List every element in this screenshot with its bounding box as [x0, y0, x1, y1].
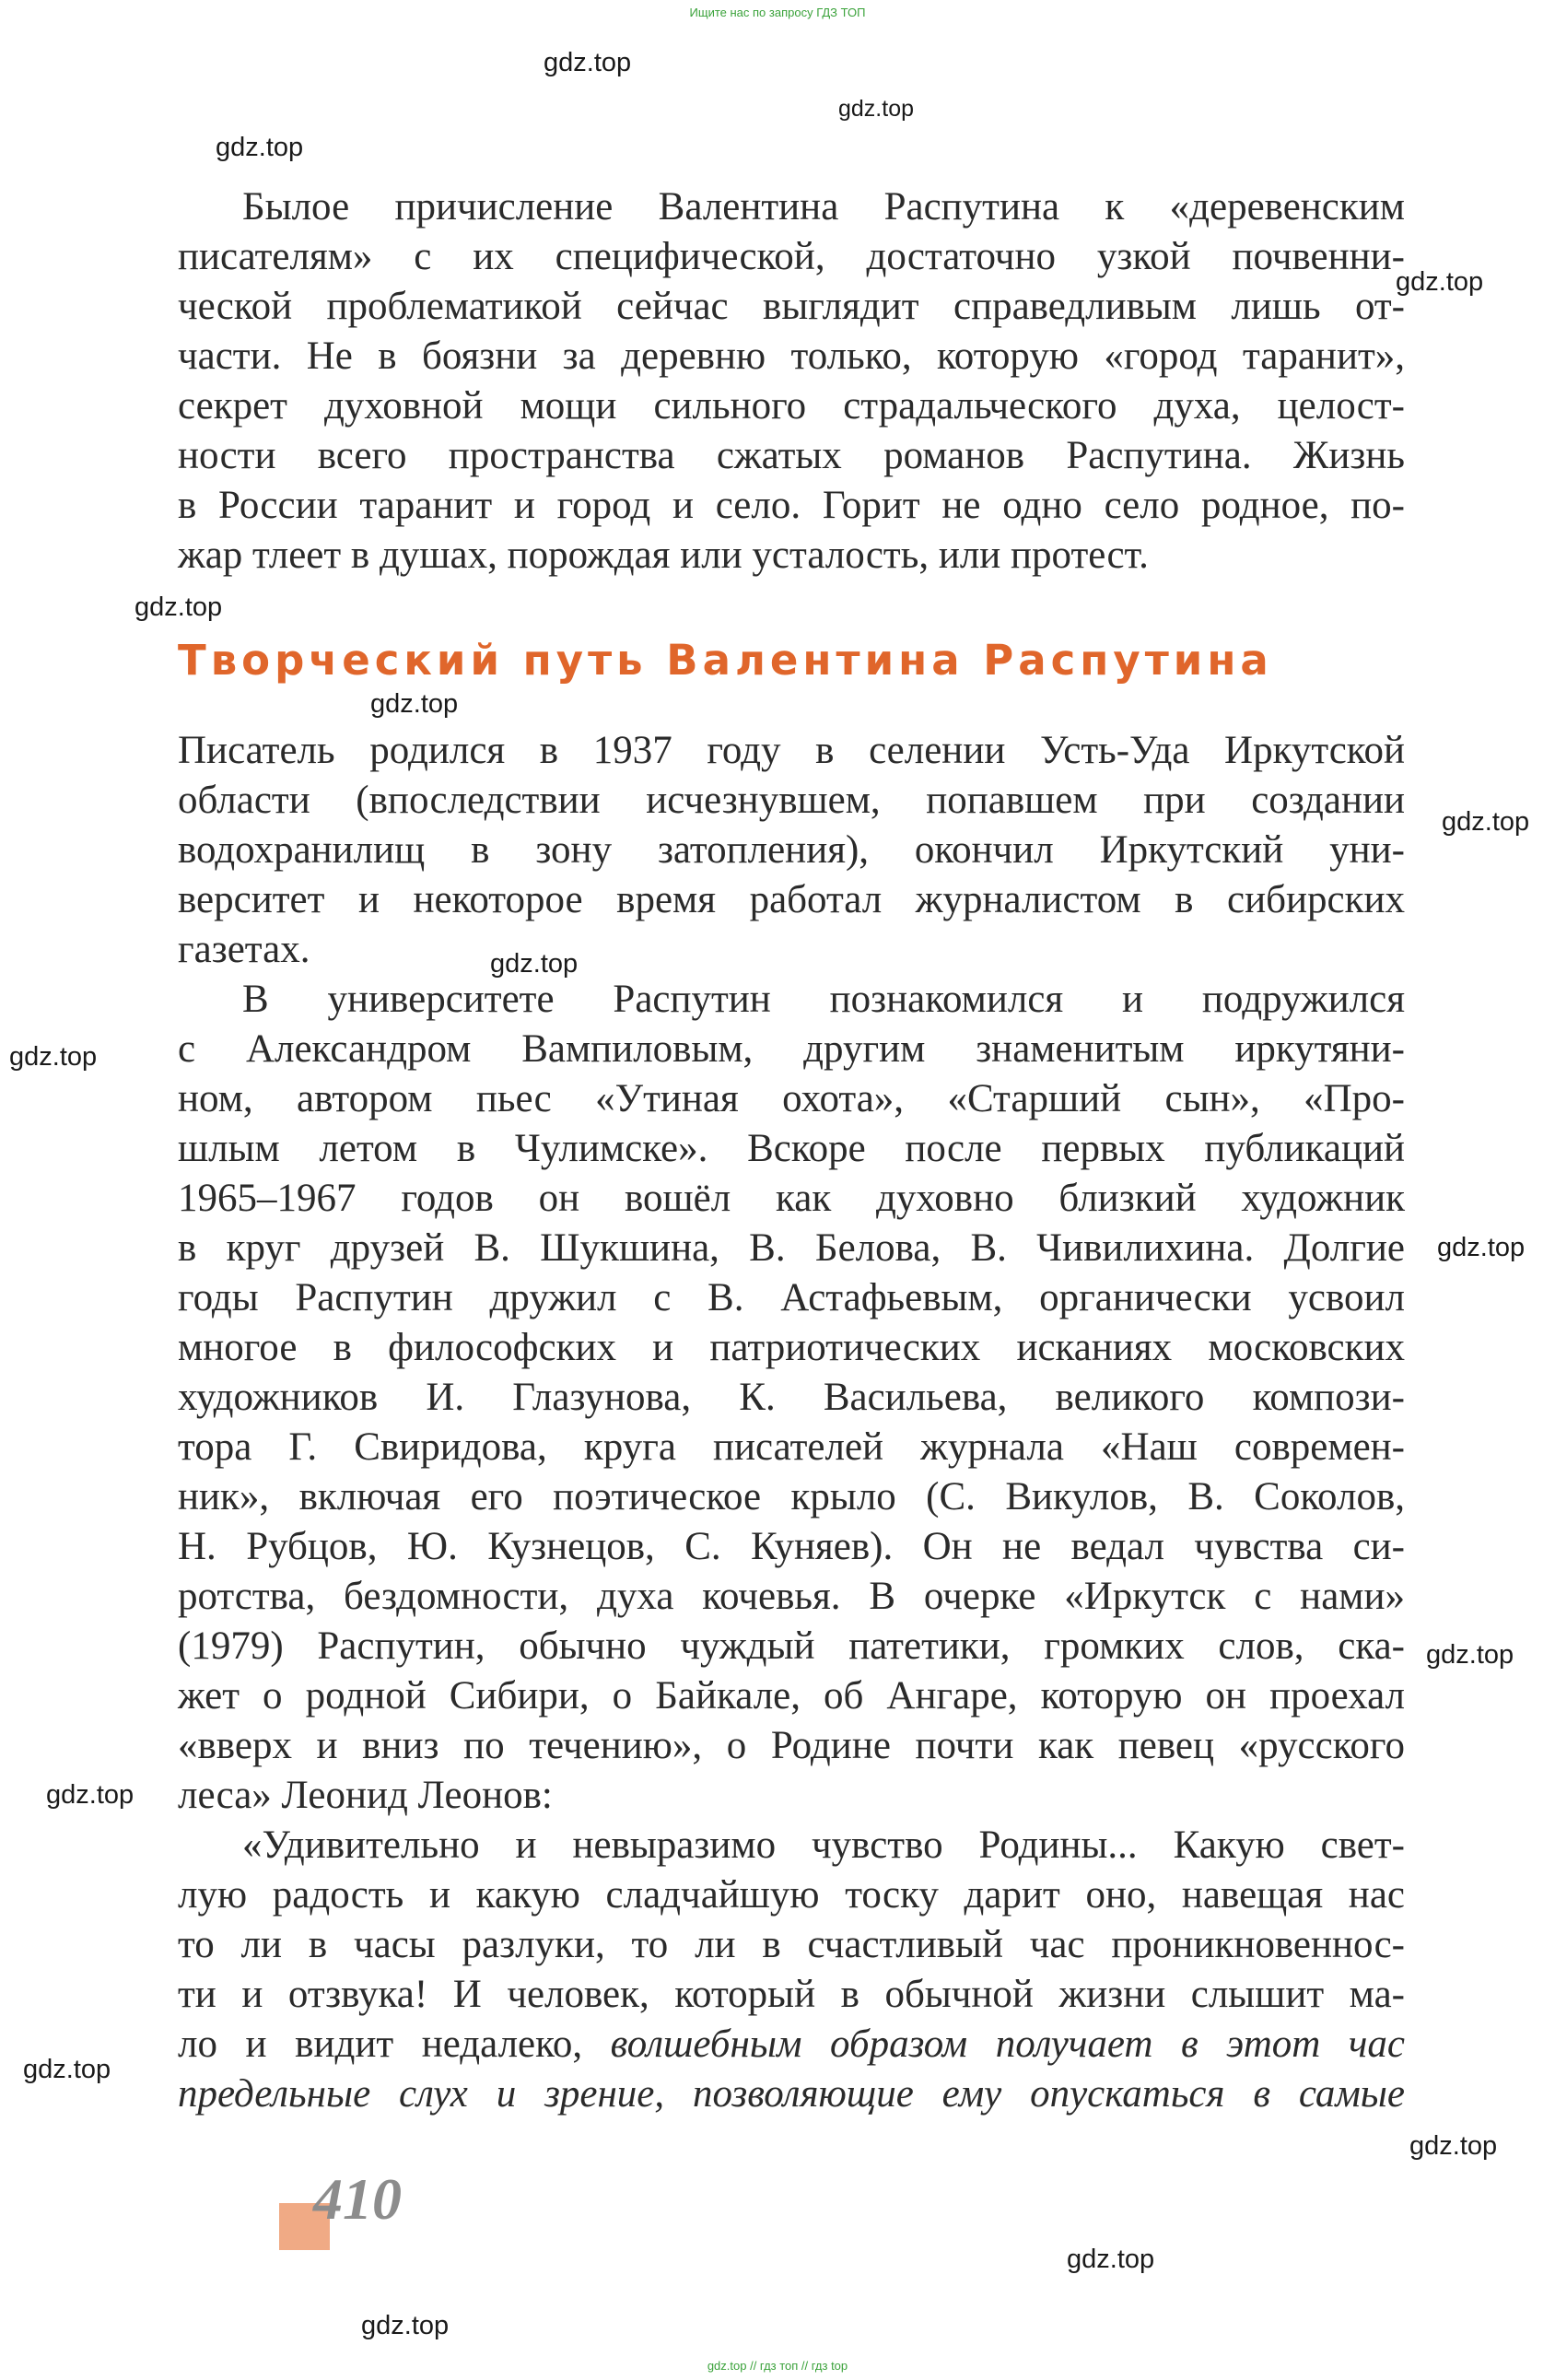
text-line: Писатель родился в 1937 году в селении Усть-Уда Иркутской	[178, 729, 1405, 772]
watermark: gdz.top	[46, 1780, 134, 1810]
text-line: ности всего пространства сжатых романов Распутина. Жизнь	[178, 434, 1405, 477]
text-line: газетах.	[178, 928, 310, 971]
watermark: gdz.top	[370, 689, 459, 719]
text-line: с Александром Вампиловым, другим знаменитым иркутяни-	[178, 1027, 1405, 1071]
text-line: верситет и некоторое время работал журналистом в сибирских	[178, 878, 1405, 921]
section-heading: Творческий путь Валентина Распутина	[178, 636, 1273, 685]
watermark: gdz.top	[544, 48, 632, 77]
text-line: художников И. Глазунова, К. Васильева, великого компози-	[178, 1376, 1405, 1419]
text-line: жар тлеет в душах, порождая или усталость, или протест.	[178, 533, 1149, 577]
paragraph-university	[178, 975, 1405, 1821]
text-line-mixed	[178, 2020, 1405, 2069]
text-line: части. Не в боязни за деревню только, которую «город таранит»,	[178, 334, 1405, 378]
bottom-banner: gdz.top // гдз топ // гдз top	[707, 2359, 848, 2373]
text-line: Былое причисление Валентина Распутина к «деревенским	[242, 185, 1405, 229]
text-line: многое в философских и патриотических исканиях московских	[178, 1326, 1405, 1369]
watermark: gdz.top	[1442, 807, 1530, 837]
text-line: ник», включая его поэтическое крыло (С. Викулов, В. Соколов,	[178, 1475, 1405, 1518]
text-line: годы Распутин дружил с В. Астафьевым, органически усвоил	[178, 1276, 1405, 1319]
paragraph-intro	[178, 182, 1405, 580]
text-line: 1965–1967 годов он вошёл как духовно близкий художник	[178, 1177, 1405, 1220]
italic-text: волшебным образом получает в этот час	[610, 2022, 1405, 2066]
text-line: писателям» с их специфической, достаточно узкой почвенни-	[178, 235, 1405, 278]
text-line: в России таранит и город и село. Горит не одно село родное, по-	[178, 484, 1405, 527]
paragraph-quote	[178, 1821, 1405, 2119]
text-line: жет о родной Сибири, о Байкале, об Ангаре, которую он проехал	[178, 1674, 1405, 1718]
text-line: шлым летом в Чулимске». Вскоре после первых публикаций	[178, 1127, 1405, 1170]
text-line: то ли в часы разлуки, то ли в счастливый час проникновеннос-	[178, 1923, 1405, 1966]
watermark: gdz.top	[838, 96, 915, 122]
watermark: gdz.top	[1437, 1233, 1526, 1262]
text-line: ти и отзвука! И человек, который в обычной жизни слышит ма-	[178, 1973, 1405, 2016]
text-line: в круг друзей В. Шукшина, В. Белова, В. Чивилихина. Долгие	[178, 1226, 1405, 1270]
text-line: леса» Леонид Леонов:	[178, 1774, 553, 1817]
text-line: ческой проблематикой сейчас выглядит справедливым лишь от-	[178, 285, 1405, 328]
text-line: (1979) Распутин, обычно чуждый патетики, громких слов, ска-	[178, 1624, 1405, 1668]
text-line: В университете Распутин познакомился и подружился	[242, 978, 1405, 1021]
watermark: gdz.top	[1426, 1640, 1514, 1670]
text-line: Н. Рубцов, Ю. Кузнецов, С. Куняев). Он не ведал чувства си-	[178, 1525, 1405, 1568]
watermark: gdz.top	[9, 1042, 98, 1072]
paragraph-biography	[178, 726, 1405, 975]
watermark: gdz.top	[1409, 2131, 1498, 2161]
text-line: «Удивительно и невыразимо чувство Родины... Какую свет-	[242, 1823, 1405, 1867]
watermark: gdz.top	[23, 2055, 111, 2084]
plain-text: ло и видит недалеко,	[178, 2022, 611, 2066]
text-line: тора Г. Свиридова, круга писателей журнала «Наш современ-	[178, 1425, 1405, 1469]
text-line: лую радость и какую сладчайшую тоску дарит оно, навещая нас	[178, 1873, 1405, 1917]
watermark: gdz.top	[134, 592, 223, 622]
watermark: gdz.top	[216, 133, 304, 162]
watermark: gdz.top	[361, 2311, 450, 2340]
top-banner: Ищите нас по запросу ГДЗ ТОП	[689, 6, 866, 19]
text-line: ротства, бездомности, духа кочевья. В очерке «Иркутск с нами»	[178, 1575, 1405, 1618]
text-line-italic: предельные слух и зрение, позволяющие ему опускаться в самые	[178, 2072, 1405, 2116]
text-line: водохранилищ в зону затопления), окончил Иркутский уни-	[178, 828, 1405, 872]
text-line: «вверх и вниз по течению», о Родине почти как певец «русского	[178, 1724, 1405, 1767]
watermark: gdz.top	[1067, 2245, 1155, 2274]
watermark: gdz.top	[1396, 267, 1484, 297]
page-number: 410	[313, 2166, 402, 2232]
watermark: gdz.top	[490, 949, 579, 979]
text-line: секрет духовной мощи сильного страдальческого духа, целост-	[178, 384, 1405, 428]
text-line: области (впоследствии исчезнувшем, попавшем при создании	[178, 779, 1405, 822]
text-line: ном, автором пьес «Утиная охота», «Старший сын», «Про-	[178, 1077, 1405, 1120]
